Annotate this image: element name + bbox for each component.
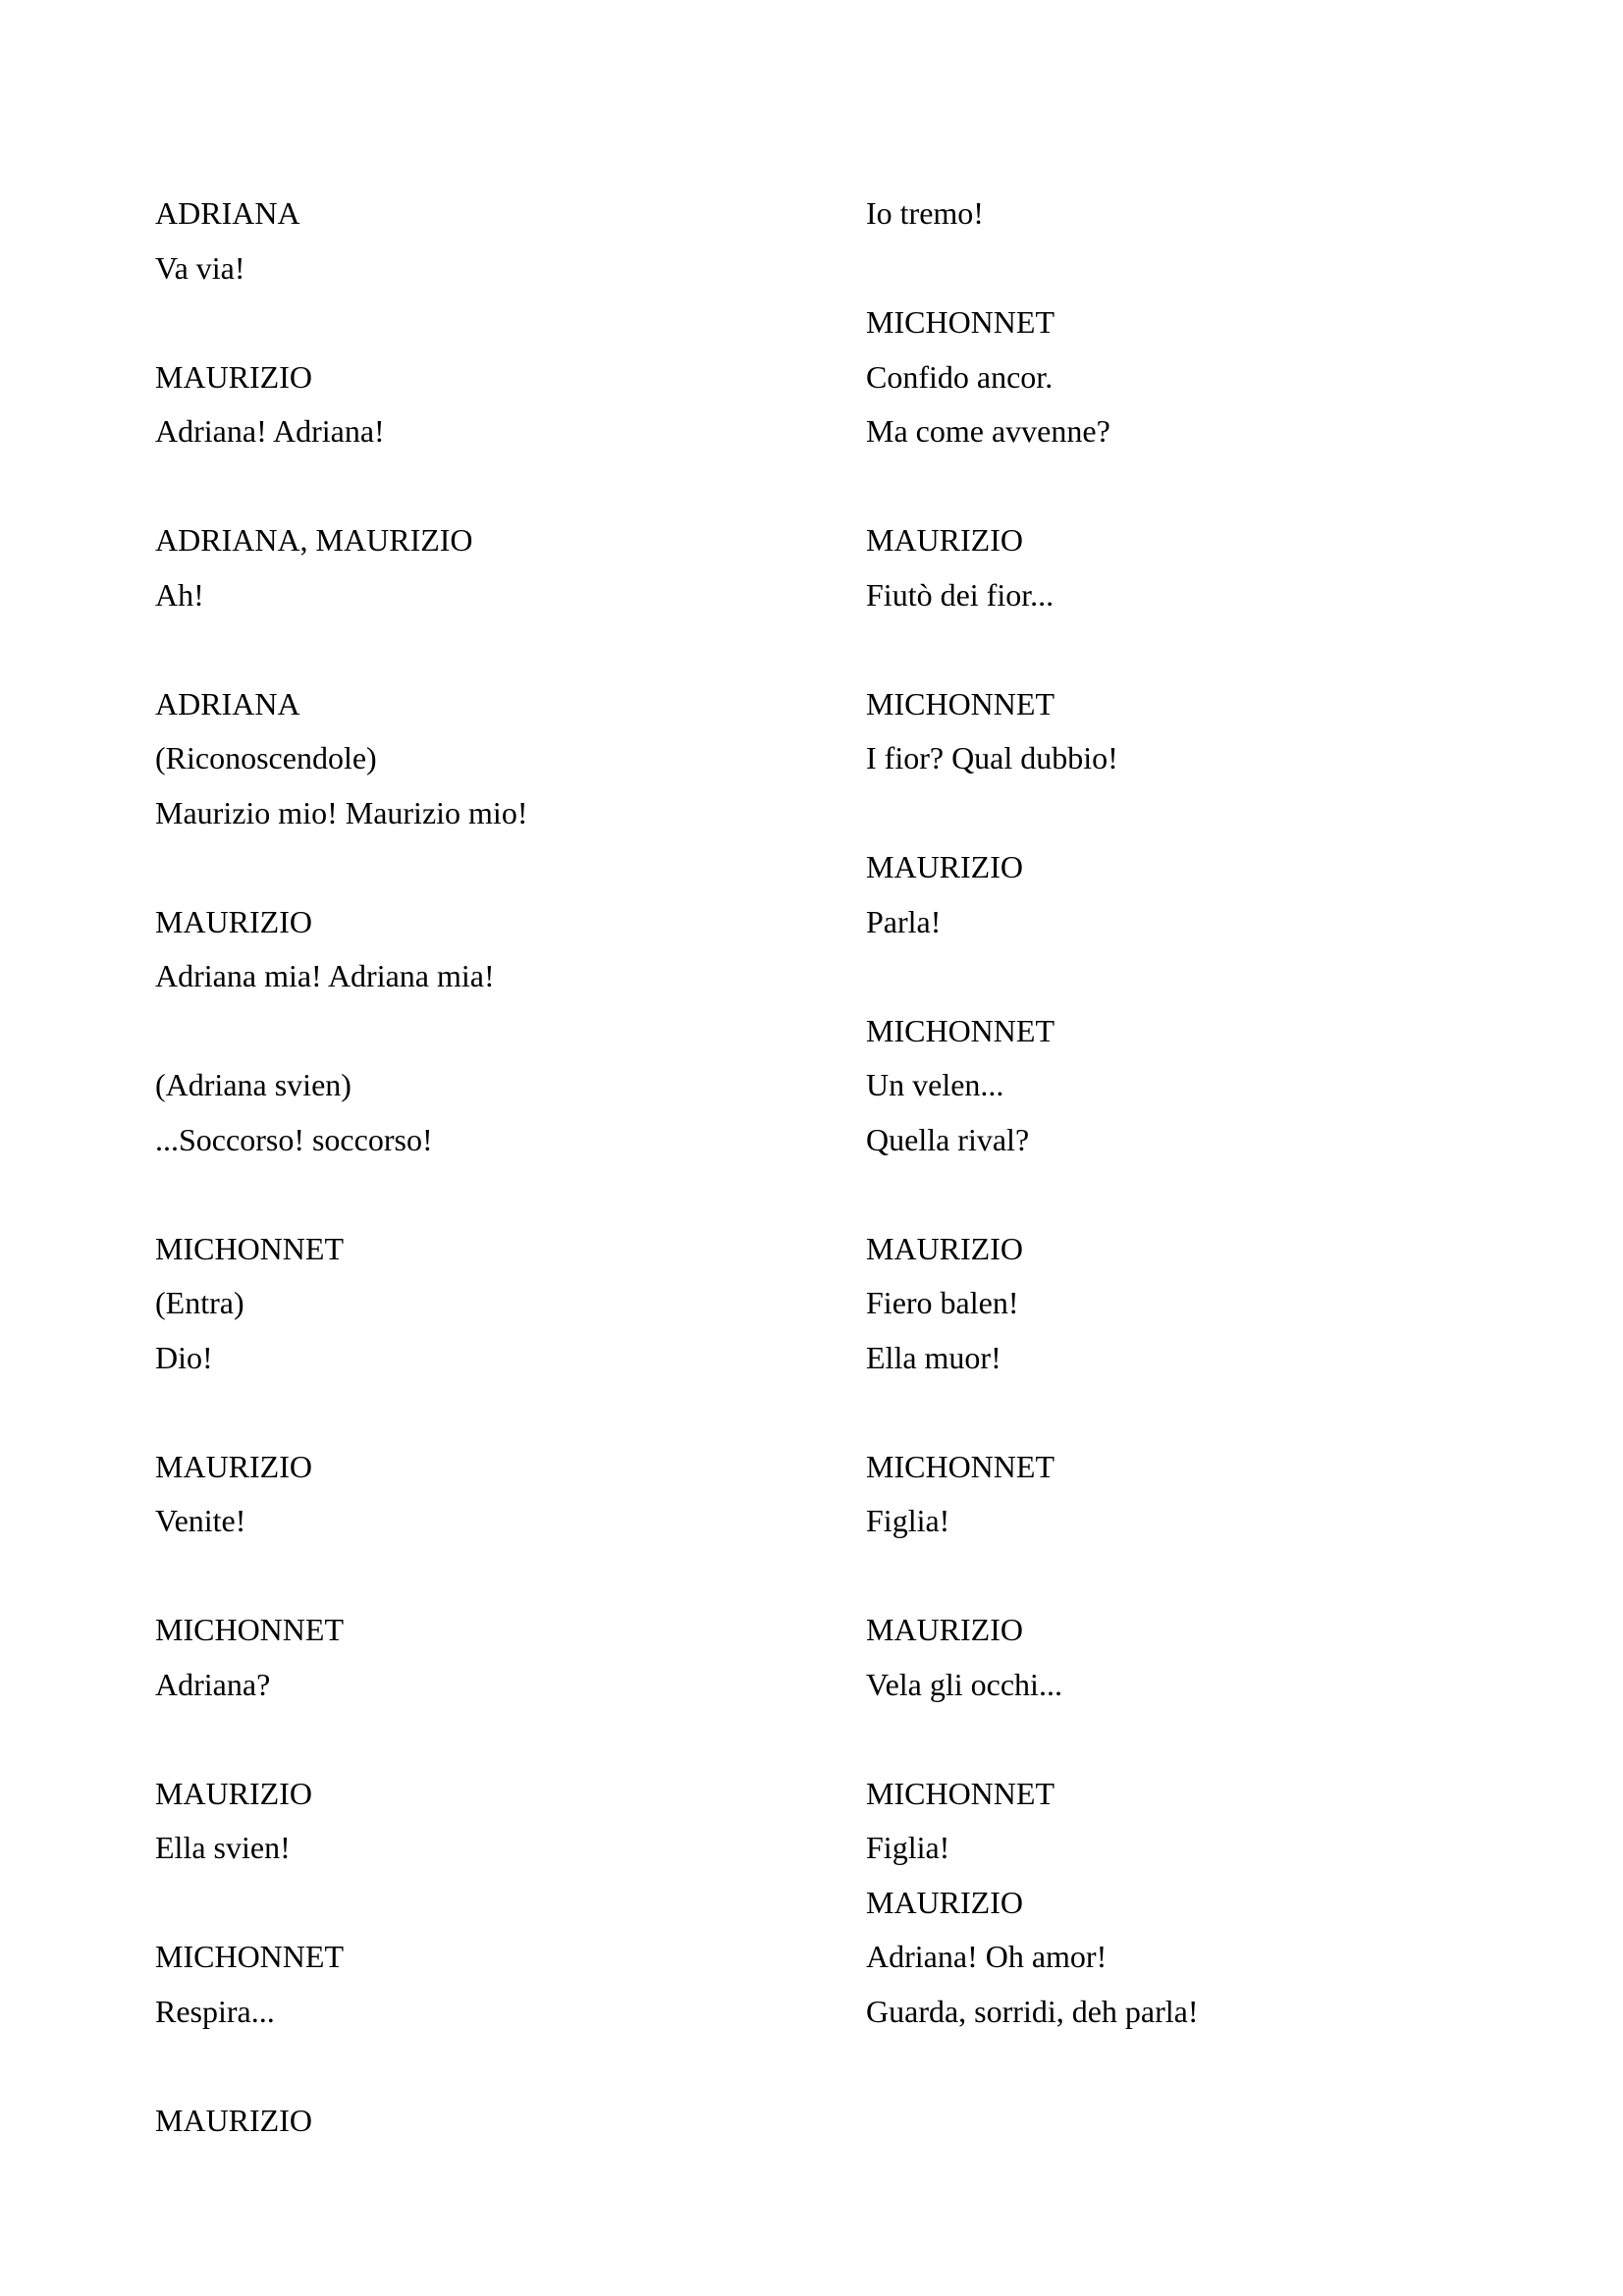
speaker-name: MAURIZIO: [866, 1612, 1023, 1647]
blank-line: [866, 1712, 1514, 1767]
dialogue-line: Parla!: [866, 903, 942, 939]
speaker-name: MAURIZIO: [866, 1230, 1023, 1266]
dialogue-line: Guarda, sorridi, deh parla!: [866, 1993, 1199, 2029]
dialogue-line: I fior? Qual dubbio!: [866, 740, 1118, 775]
speaker-name: MAURIZIO: [155, 2102, 312, 2138]
blank-line: [155, 459, 803, 514]
blank-line: [155, 1004, 803, 1059]
blank-line: [155, 1712, 803, 1767]
speaker-name: ADRIANA, MAURIZIO: [155, 522, 473, 558]
dialogue-line: Confido ancor.: [866, 358, 1054, 395]
blank-line: [155, 1549, 803, 1604]
speaker-name: MAURIZIO: [866, 522, 1023, 558]
left-column: [155, 187, 803, 2148]
speaker-name: MICHONNET: [155, 1230, 344, 1266]
blank-line: [155, 2039, 803, 2094]
speaker-name: MICHONNET: [155, 1612, 344, 1647]
dialogue-line: Adriana! Oh amor!: [866, 1939, 1108, 1974]
dialogue-line: (Riconoscendole): [155, 740, 377, 775]
dialogue-line: (Adriana svien): [155, 1067, 352, 1102]
blank-line: [155, 1876, 803, 1931]
speaker-name: MICHONNET: [866, 1775, 1055, 1811]
speaker-name: MAURIZIO: [155, 1448, 312, 1484]
blank-line: [866, 949, 1514, 1004]
speaker-name: MAURIZIO: [155, 358, 312, 395]
blank-line: [155, 622, 803, 677]
blank-line: [866, 241, 1514, 296]
speaker-name: MAURIZIO: [155, 1775, 312, 1811]
speaker-name: MAURIZIO: [155, 903, 312, 939]
dialogue-line: Adriana mia! Adriana mia!: [155, 958, 495, 993]
speaker-name: MICHONNET: [866, 1012, 1055, 1048]
dialogue-line: Ah!: [155, 576, 204, 613]
speaker-name: MAURIZIO: [866, 849, 1023, 884]
dialogue-line: Un velen...: [866, 1067, 1004, 1102]
right-column: [866, 187, 1514, 2039]
dialogue-line: Respira...: [155, 1993, 275, 2029]
dialogue-line: Figlia!: [866, 1503, 950, 1538]
dialogue-line: Adriana?: [155, 1666, 271, 1702]
speaker-name: ADRIANA: [155, 685, 300, 721]
dialogue-line: Venite!: [155, 1503, 246, 1538]
dialogue-line: Dio!: [155, 1339, 213, 1375]
dialogue-line: Io tremo!: [866, 195, 984, 231]
blank-line: [155, 1167, 803, 1222]
dialogue-line: Vela gli occhi...: [866, 1666, 1062, 1702]
speaker-name: MICHONNET: [866, 685, 1055, 721]
dialogue-line: Ma come avvenne?: [866, 413, 1110, 449]
dialogue-line: Figlia!: [866, 1830, 950, 1865]
dialogue-line: Fiutò dei fior...: [866, 576, 1055, 613]
dialogue-line: Quella rival?: [866, 1121, 1030, 1157]
speaker-name: MICHONNET: [155, 1939, 344, 1974]
blank-line: [866, 1549, 1514, 1604]
blank-line: [866, 459, 1514, 514]
dialogue-line: Fiero balen!: [866, 1285, 1019, 1320]
dialogue-line: Ella muor!: [866, 1339, 1001, 1375]
speaker-name: MAURIZIO: [866, 1884, 1023, 1920]
dialogue-line: (Entra): [155, 1285, 244, 1320]
dialogue-line: Va via!: [155, 249, 245, 286]
blank-line: [866, 622, 1514, 677]
blank-line: [155, 1385, 803, 1440]
dialogue-line: Maurizio mio! Maurizio mio!: [155, 794, 528, 830]
blank-line: [155, 840, 803, 895]
dialogue-line: ...Soccorso! soccorso!: [155, 1121, 433, 1157]
blank-line: [866, 1385, 1514, 1440]
dialogue-line: Adriana! Adriana!: [155, 413, 385, 449]
speaker-name: MICHONNET: [866, 304, 1055, 340]
speaker-name: ADRIANA: [155, 195, 300, 231]
blank-line: [155, 295, 803, 350]
blank-line: [866, 1167, 1514, 1222]
dialogue-line: Ella svien!: [155, 1830, 291, 1865]
blank-line: [866, 786, 1514, 841]
speaker-name: MICHONNET: [866, 1448, 1055, 1484]
